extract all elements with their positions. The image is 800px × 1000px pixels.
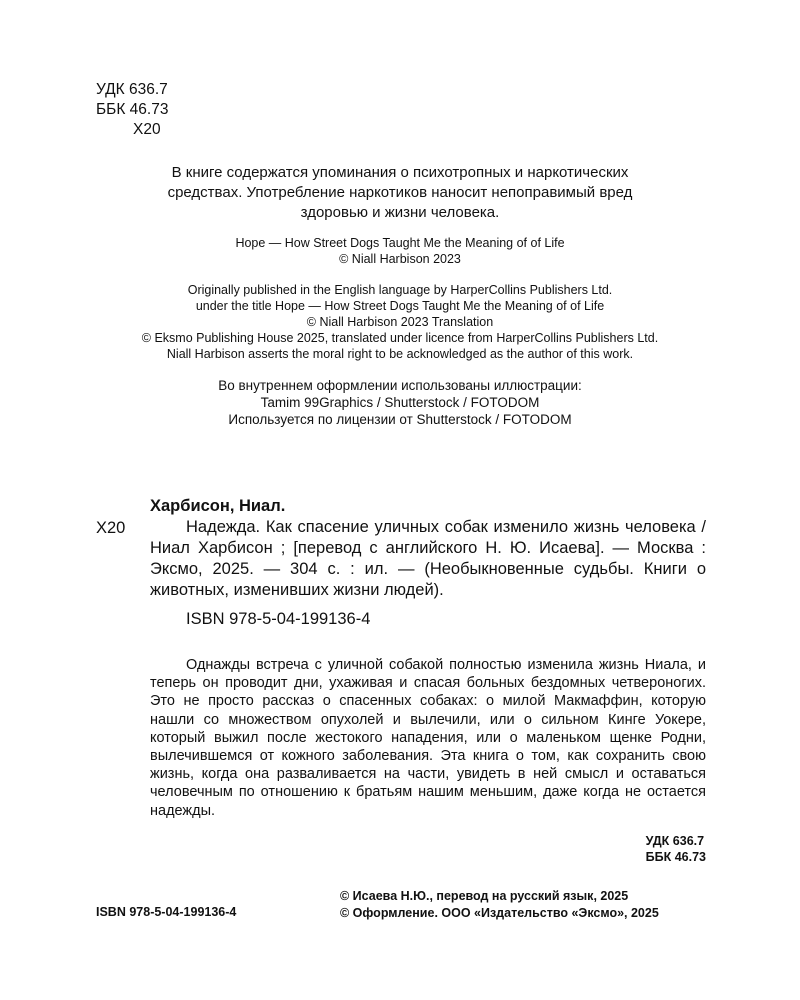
publication-rights-block xyxy=(90,282,710,362)
classification-bottom xyxy=(646,833,706,865)
bbk-code: ББК 46.73 xyxy=(645,850,706,864)
original-copyright: © Niall Harbison 2023 xyxy=(339,252,461,266)
rights-line: under the title Hope — How Street Dogs Taught Me the Meaning of of Life xyxy=(195,299,605,313)
isbn-bottom: ISBN 978-5-04-199136-4 xyxy=(96,905,237,919)
rights-line: © Eksmo Publishing House 2025, translated under licence from HarperCollins Publishers Ltd. xyxy=(141,331,659,345)
copyright-notices xyxy=(340,888,706,922)
warning-line: здоровью и жизни человека. xyxy=(300,204,500,221)
rights-line: Originally published in the English language by HarperCollins Publishers Ltd. xyxy=(187,283,613,297)
rights-line: © Niall Harbison 2023 Translation xyxy=(306,315,494,329)
udk-code: УДК 636.7 xyxy=(96,81,168,98)
design-copyright: © Оформление. ООО «Издательство «Эксмо», 2025 xyxy=(340,906,659,920)
book-annotation: Однажды встреча с уличной собакой полностью изменила жизнь Ниала, и теперь он проводит дни, ухаживая и спасая больных бездомных четвероногих. Это не просто рассказ о спасенных собаках: о милой Макмаффин, которую нашли со множеством опухолей и вылечили, или о сильном Кинге Уокере, который выжил после жестокого нападения, или о маленьком щенке Родни, вылечившемся от кожного заболевания. Эта книга о том, как сохранить свою жизнь, когда она разваливается на части, увидеть в ней смысл и оставаться человечным по отношению к братьям нашим меньшим, даже когда не остается надежды. xyxy=(150,657,706,819)
bibliographic-description: Надежда. Как спасение уличных собак изменило жизнь человека / Ниал Харбисон ; [перевод с английского Н. Ю. Исаева]. — Москва : Эксмо, 2025. — 304 с. : ил. — (Необыкновенные судьбы. Книги о животных, изменивших жизни людей). xyxy=(150,518,706,599)
original-title-block xyxy=(90,235,710,267)
rights-line: Niall Harbison asserts the moral right to be acknowledged as the author of this work. xyxy=(166,347,634,361)
author-heading: Харбисон, Ниал. xyxy=(150,497,286,515)
bibliographic-record xyxy=(150,496,706,630)
isbn-entry: ISBN 978-5-04-199136-4 xyxy=(186,610,371,628)
illustration-line: Tamim 99Graphics / Shutterstock / FOTODOM xyxy=(260,395,540,410)
illustration-line: Во внутреннем оформлении использованы иллюстрации: xyxy=(218,378,582,393)
udk-code: УДК 636.7 xyxy=(645,834,705,848)
bibliographic-cutter: Х20 xyxy=(96,519,126,537)
illustration-line: Используется по лицензии от Shutterstock / FOTODOM xyxy=(228,412,572,427)
illustration-credits xyxy=(90,377,710,428)
translation-copyright: © Исаева Н.Ю., перевод на русский язык, 2025 xyxy=(340,889,629,903)
warning-line: средствах. Употребление наркотиков наносит непоправимый вред xyxy=(167,184,633,201)
drug-warning xyxy=(100,163,700,223)
original-title: Hope — How Street Dogs Taught Me the Meaning of of Life xyxy=(235,236,565,250)
classification-top xyxy=(96,80,168,140)
bbk-code: ББК 46.73 xyxy=(96,101,169,118)
warning-line: В книге содержатся упоминания о психотропных и наркотических xyxy=(171,164,629,181)
cutter-code: Х20 xyxy=(133,121,161,138)
